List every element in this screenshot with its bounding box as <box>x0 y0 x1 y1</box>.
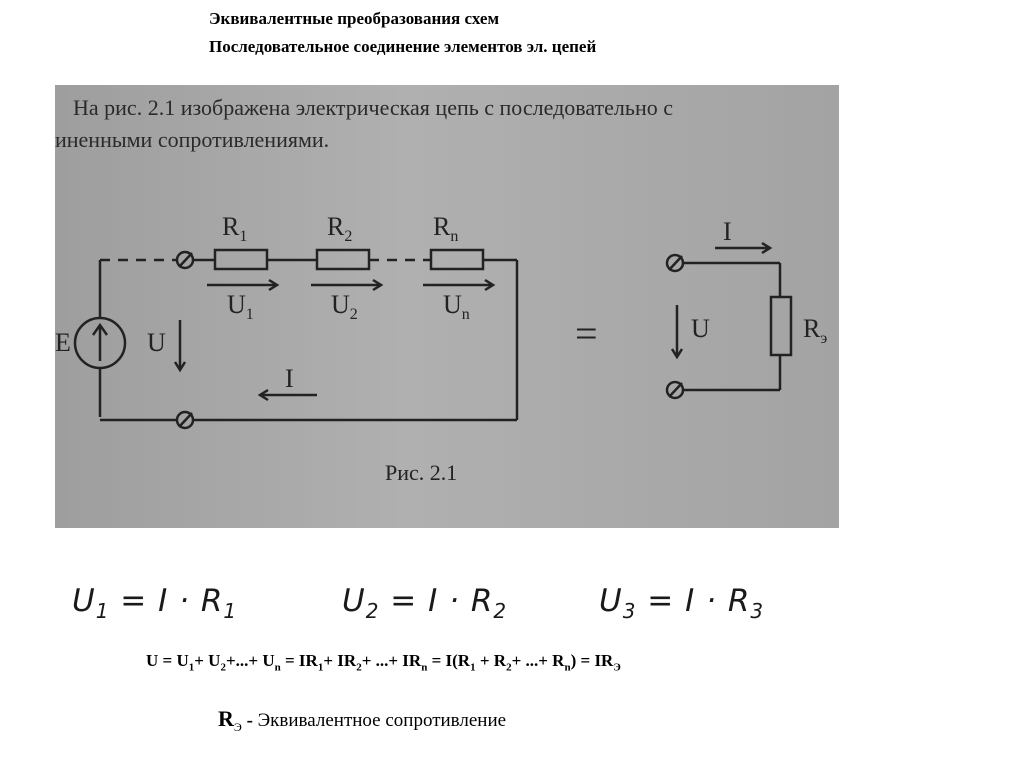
formula-u2: $U_2 = I \cdot R_2$ <box>342 583 508 624</box>
label-voltage-right: U <box>691 314 710 343</box>
label-r1: $R_1$ <box>222 212 248 245</box>
label-r-eq: $R_э$ <box>803 314 828 347</box>
resistor-r2 <box>317 250 369 269</box>
figure-caption: Рис. 2.1 <box>385 460 458 485</box>
label-current-right: I <box>723 217 732 246</box>
circuit-diagram <box>55 85 839 528</box>
label-u2: $U_2$ <box>331 290 358 323</box>
equals-sign: = <box>575 311 598 356</box>
voltage-sum-formula: $U = U_1+ U_2+...+ U_n = IR_1+ IR_2+$ ...+ $IR_n = I(R_1 + R_2+$ ...+ $R_n) = IR_Э$ <box>146 651 621 674</box>
label-rn: $R_n$ <box>433 212 459 245</box>
page-title: Эквивалентные преобразования схем <box>209 9 500 28</box>
label-u1: $U_1$ <box>227 290 254 323</box>
resistor-req <box>771 297 791 355</box>
page-subtitle: Последовательное соединение элементов эл. цепей <box>209 37 597 56</box>
resistor-r1 <box>215 250 267 269</box>
label-source-e: E <box>55 328 71 357</box>
label-voltage: U <box>147 328 166 357</box>
formula-u3: $U_3 = I \cdot R_3$ <box>599 583 765 624</box>
label-r2: $R_2$ <box>327 212 353 245</box>
formula-u1: $U_1 = I \cdot R_1$ <box>72 583 238 624</box>
resistor-rn <box>431 250 483 269</box>
equivalent-resistance-definition: $R_Э$ - Эквивалентное сопротивление <box>218 706 507 734</box>
series-circuit <box>75 250 517 428</box>
intro-text-line1: На рис. 2.1 изображена электрическая цепь с последовательно с <box>73 95 673 120</box>
label-un: $U_n$ <box>443 290 470 323</box>
textbook-photo <box>55 85 839 528</box>
equivalent-circuit <box>667 243 791 398</box>
intro-text-line2: иненными сопротивлениями. <box>55 127 330 152</box>
label-current: I <box>285 364 294 393</box>
